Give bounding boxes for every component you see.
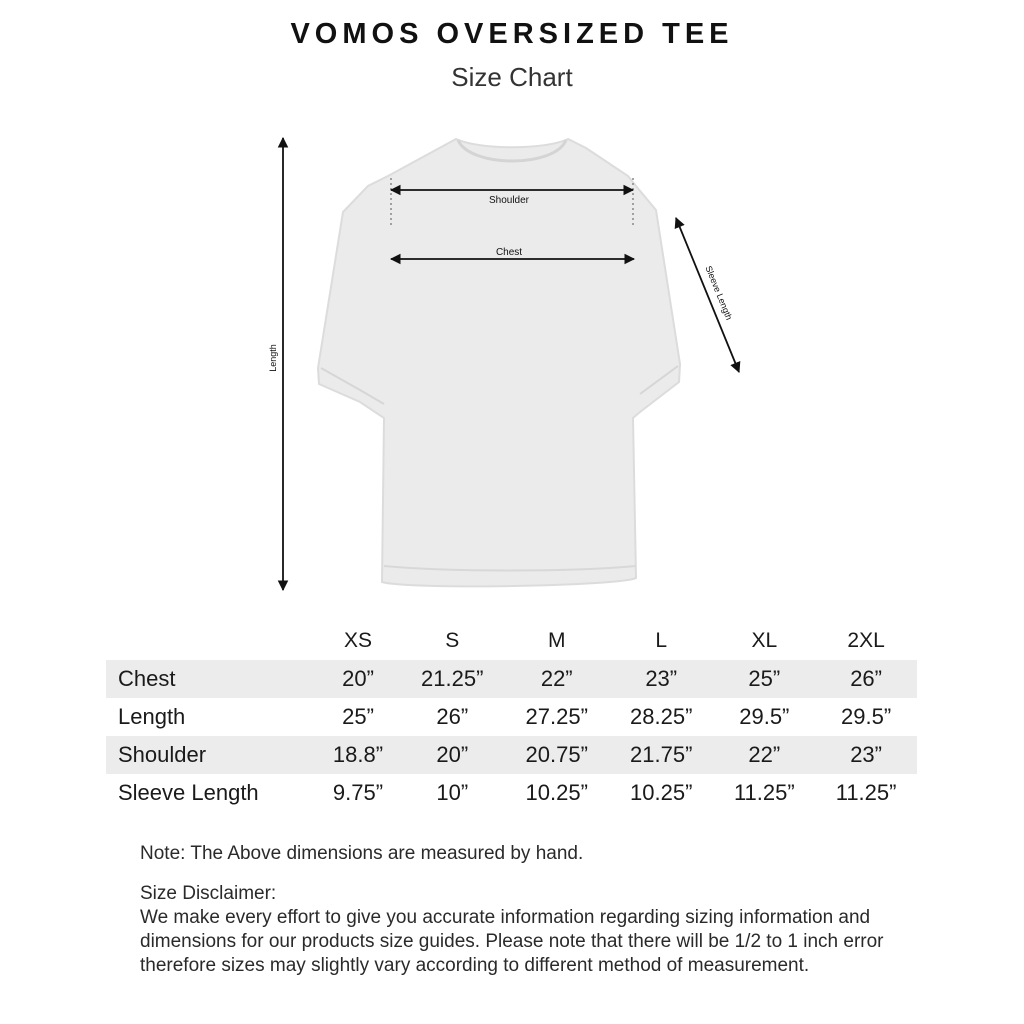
size-header-m: M [547,629,566,652]
table-cell: 11.25” [835,780,897,805]
table-row-sleeve-length [106,774,917,812]
tshirt-illustration [318,139,680,586]
table-cell: 20.75” [504,736,608,774]
table-cell: 18.8” [316,736,400,774]
page-title: VOMOS OVERSIZED TEE [290,18,734,50]
table-cell: 29.5” [739,704,790,729]
length-label: Length [268,344,278,372]
table-cell: 28.25” [630,704,693,729]
table-row-chest [106,660,917,698]
table-cell: 10.25” [630,780,693,805]
row-label: Shoulder [106,736,316,774]
size-chart-table [106,622,917,812]
table-cell: 22” [713,736,815,774]
size-header-l: L [655,629,668,652]
table-cell: 11.25” [733,780,795,805]
size-header-corner [106,622,316,660]
table-cell: 21.25” [400,660,504,698]
table-cell: 9.75” [332,780,384,805]
page-subtitle: Size Chart [451,62,573,92]
table-cell: 25” [713,660,815,698]
size-header-xs: XS [343,629,372,652]
size-header-row [106,622,917,660]
size-header-xl: XL [751,629,778,652]
shoulder-label: Shoulder [488,195,530,206]
disclaimer-body: We make every effort to give you accurate information regarding sizing information and dimensions for our products size guides. Please note that there will be 1/2 to 1 inch error therefore sizes may slightly vary according to different method of measurement. [140,907,884,976]
table-cell: 10” [436,780,469,805]
disclaimer-title: Size Disclaimer: [140,883,277,904]
row-label: Chest [106,660,316,698]
table-cell: 26” [815,660,917,698]
row-label: Sleeve Length [118,780,259,805]
sleeve-length-label: Sleeve Length [703,264,735,322]
row-label: Length [118,704,186,729]
table-cell: 22” [504,660,608,698]
size-header-s: S [445,629,460,652]
size-header-2xl: 2XL [847,629,885,652]
table-cell: 25” [342,704,374,729]
table-cell: 10.25” [525,780,588,805]
measurement-note: Note: The Above dimensions are measured by hand. [140,843,584,864]
table-cell: 26” [436,704,469,729]
table-cell: 20” [400,736,504,774]
size-disclaimer [140,882,900,978]
sleeve-length-arrow [676,218,739,372]
table-row-length [106,698,917,736]
table-cell: 20” [316,660,400,698]
table-cell: 27.25” [525,704,588,729]
table-row-shoulder [106,736,917,774]
chest-label: Chest [495,247,523,258]
table-cell: 29.5” [841,704,892,729]
table-cell: 23” [815,736,917,774]
table-cell: 23” [609,660,713,698]
table-cell: 21.75” [609,736,713,774]
